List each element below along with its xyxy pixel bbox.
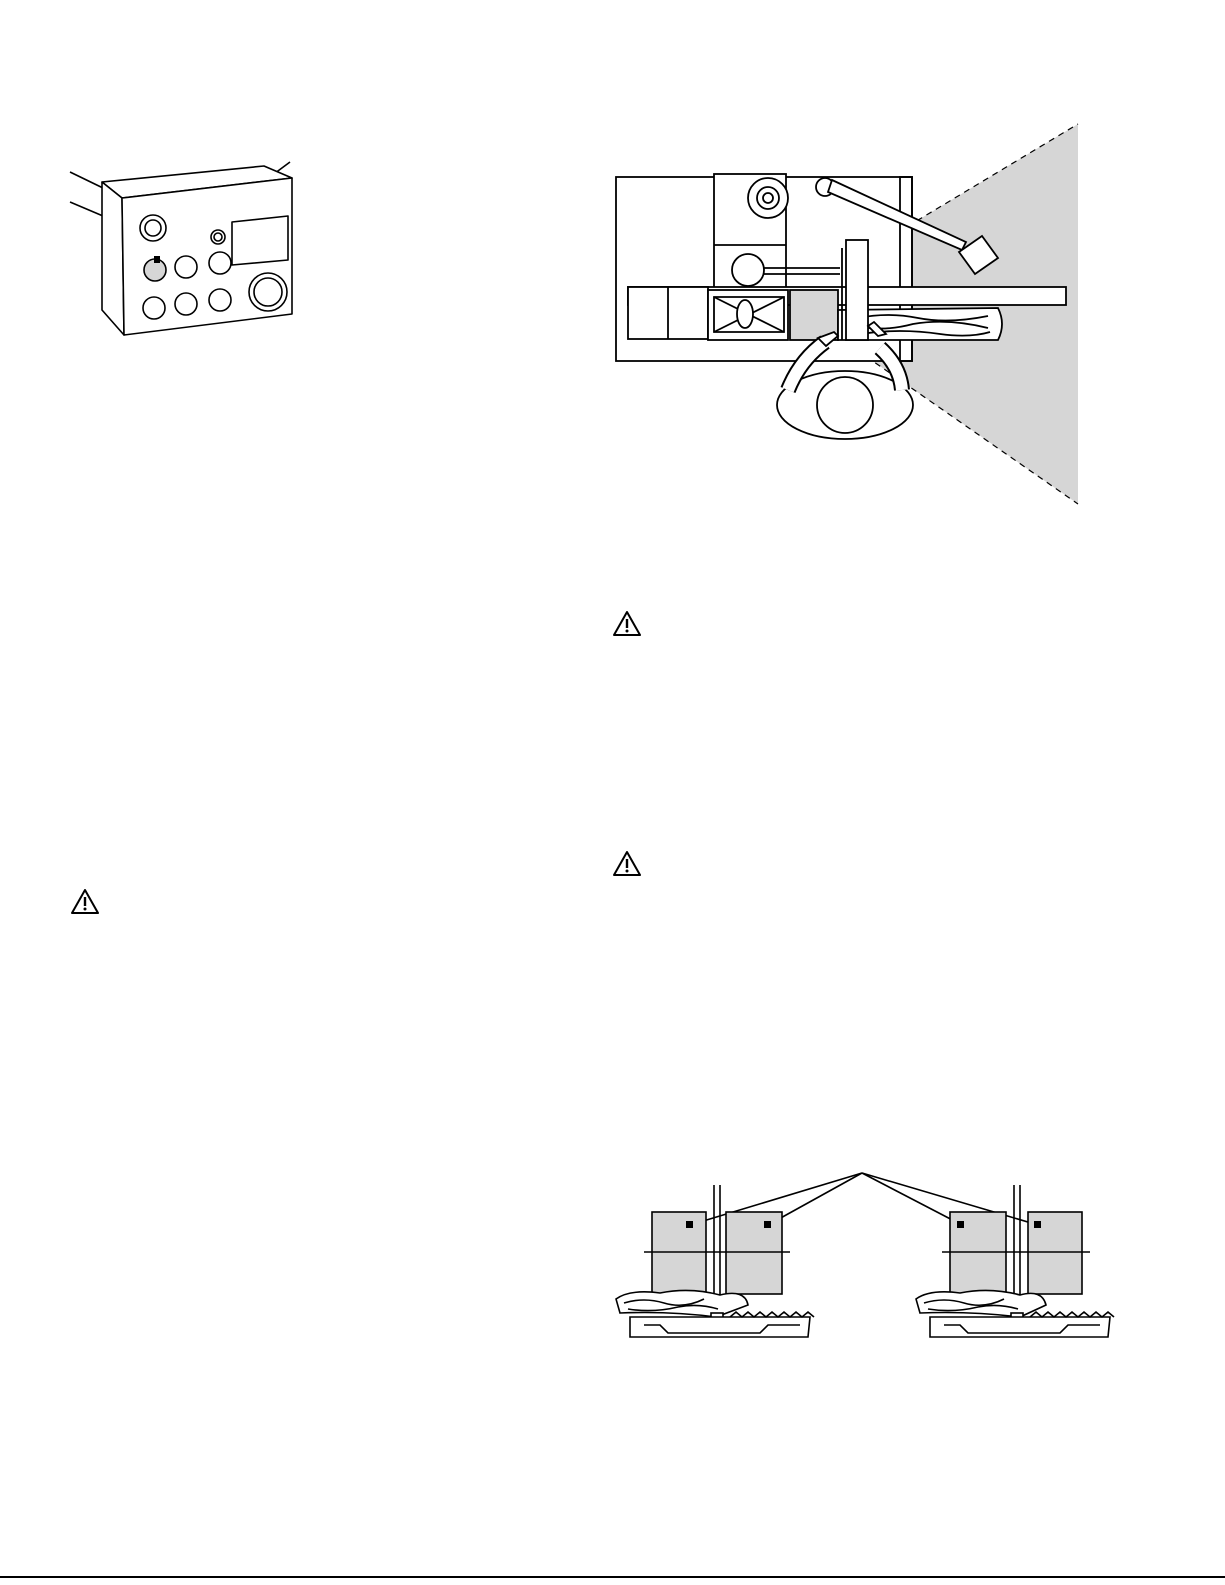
left-guide-assembly [616,1185,814,1337]
footer-rule [0,1576,1225,1578]
guide-block [726,1212,782,1294]
motor-icon [732,254,764,286]
panel-side [102,182,124,335]
warning-triangle-icon [612,850,642,877]
danger-zone-figure [610,120,1085,510]
operator-head [817,377,873,433]
leader-line [70,202,103,216]
saw-bed [630,1317,810,1337]
warning-triangle-icon [612,610,642,637]
log [916,1290,1046,1317]
control-panel-figure [60,150,320,350]
right-guide-assembly [916,1185,1114,1337]
leader-line [70,172,103,188]
blade-guide [846,240,868,340]
blade-guides-figure [610,1165,1120,1350]
warning-triangle-icon [70,888,100,915]
guide-block [652,1212,706,1294]
pulley-icon [748,178,788,218]
saw-bed [930,1317,1110,1337]
log [616,1290,748,1317]
